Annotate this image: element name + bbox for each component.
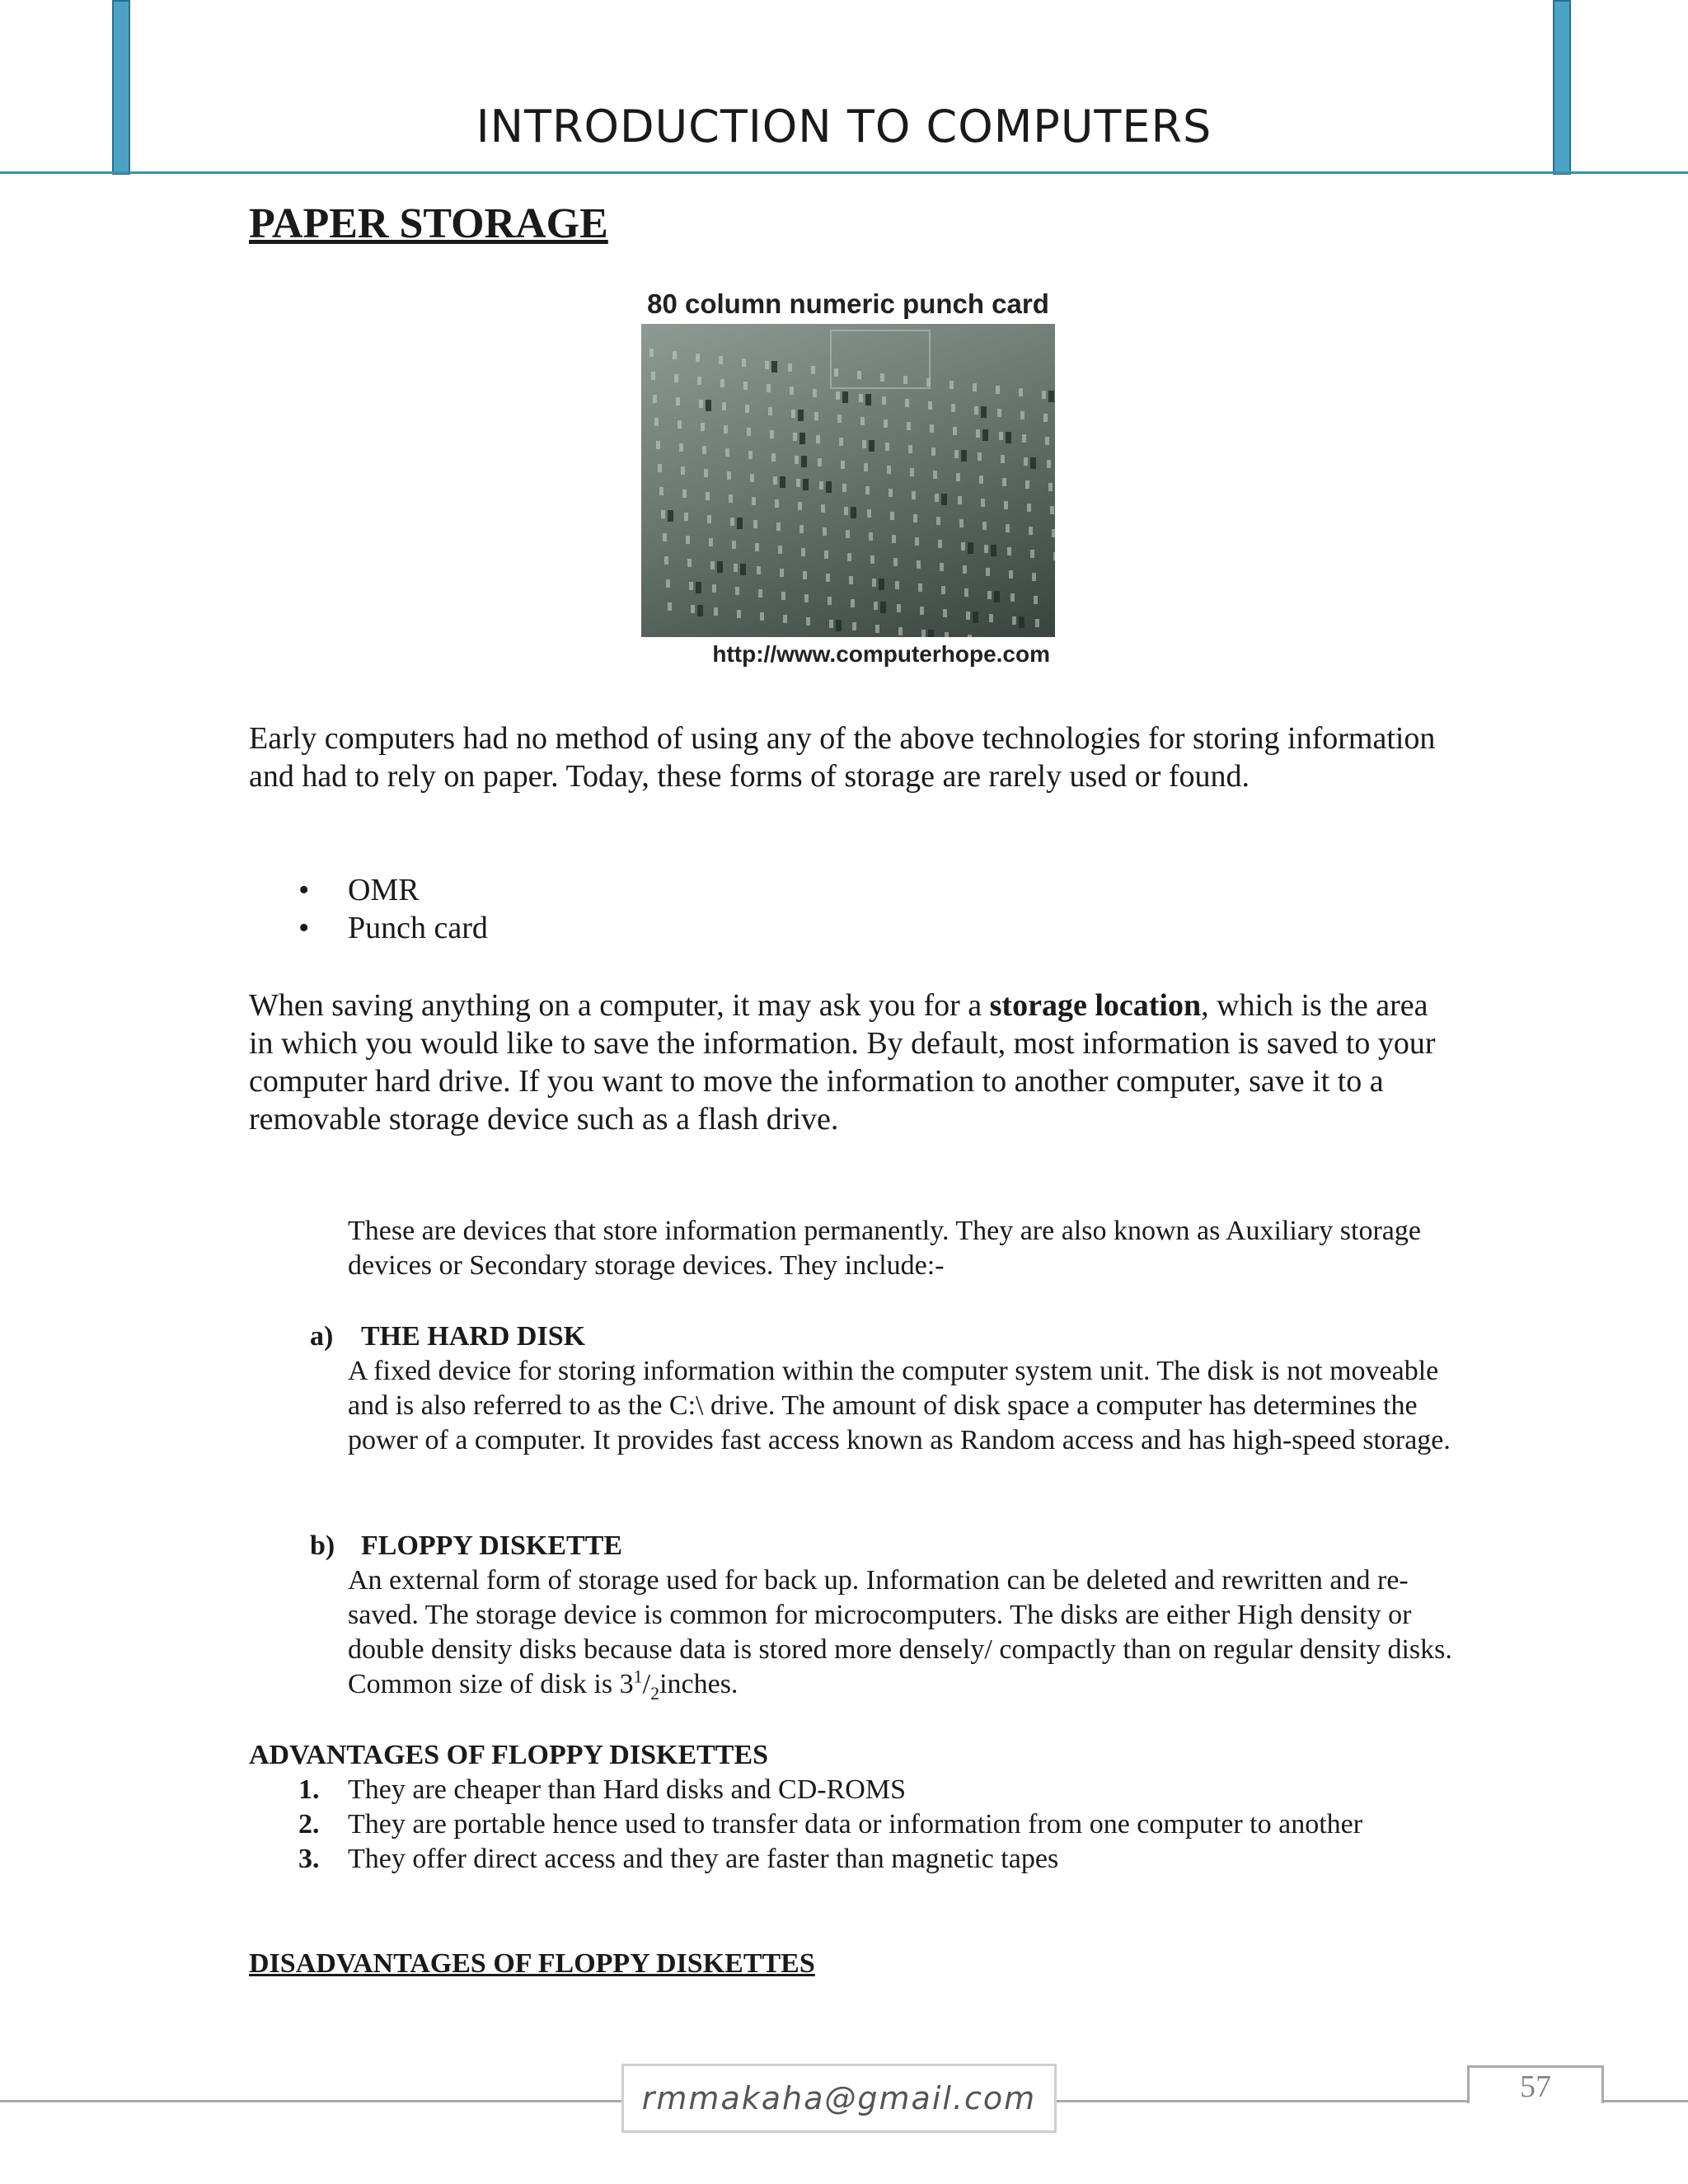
storage-bullet-list: [298, 871, 488, 947]
fraction-numerator: 1: [633, 1666, 643, 1687]
item-number: 2.: [298, 1809, 320, 1840]
header-rule: [0, 171, 1688, 174]
list-item: [298, 1842, 1469, 1877]
floppy-heading: [310, 1529, 622, 1563]
punch-card-illustration: [641, 324, 1055, 637]
page-header-title: INTRODUCTION TO COMPUTERS: [476, 101, 1212, 152]
item-number: 3.: [298, 1844, 320, 1874]
storage-location-term: storage location: [989, 988, 1202, 1023]
footer-rule-far-right: [1602, 2100, 1688, 2102]
floppy-text: An external form of storage used for back up. Information can be deleted and rewritten and re-saved. The storage device is common for microcomputers. The disks are either High density or double density disks because data is stored more densely/ compactly than on regular density disks. Common size of disk is 3: [348, 1565, 1452, 1699]
footer-rule-right: [1055, 2100, 1469, 2102]
para2-after: , which is the area in which you would like to save the information. By default, most information is saved to your computer hard drive. If you want to move the information to another computer, save it to a removable storage device such as a flash drive.: [249, 988, 1436, 1137]
floppy-title: FLOPPY DISKETTE: [361, 1530, 623, 1561]
advantages-list: [298, 1773, 1469, 1877]
disadvantages-title: DISADVANTAGES OF FLOPPY DISKETTES: [249, 1948, 815, 1979]
intro-paragraph: Early computers had no method of using any of the above technologies for storing information and had to rely on paper. Today, these forms of storage are rarely used or found.: [249, 721, 1436, 794]
punch-card-figure: [641, 284, 1055, 672]
list-item: [298, 1773, 1469, 1807]
page-number: 57: [1467, 2065, 1604, 2103]
figure-caption: 80 column numeric punch card: [647, 288, 1049, 319]
list-marker: a): [310, 1321, 334, 1352]
floppy-tail: inches.: [659, 1669, 738, 1699]
list-marker: b): [310, 1530, 335, 1561]
punch-card-image: [641, 324, 1055, 637]
storage-location-paragraph: [249, 987, 1452, 1138]
footer-email: rmmakaha@gmail.com: [621, 2064, 1057, 2133]
item-number: 1.: [298, 1774, 320, 1805]
fraction-denominator: 2: [650, 1682, 660, 1704]
item-text: They offer direct access and they are faster than magnetic tapes: [348, 1844, 1059, 1874]
secondary-storage-paragraph: These are devices that store information permanently. They are also known as Auxiliary storage devices or Secondary storage devices. They include:-: [348, 1216, 1421, 1281]
hard-disk-heading: [310, 1319, 585, 1354]
item-text: They are cheaper than Hard disks and CD-ROMS: [348, 1774, 906, 1805]
advantages-title: ADVANTAGES OF FLOPPY DISKETTES: [249, 1740, 769, 1770]
list-item: [298, 1807, 1469, 1842]
footer-rule-left: [0, 2100, 623, 2102]
fraction-slash: /: [642, 1669, 651, 1699]
floppy-description: [348, 1563, 1477, 1702]
section-title: PAPER STORAGE: [249, 200, 608, 247]
hard-disk-description: A fixed device for storing information within the computer system unit. The disk is not moveable and is also referred to as the C:\ drive. The amount of disk space a computer has determines the power of a computer. It provides fast access known as Random access and has high-speed storage.: [348, 1356, 1451, 1455]
item-text: They are portable hence used to transfer data or information from one computer to another: [348, 1809, 1363, 1840]
para2-before: When saving anything on a computer, it may ask you for a: [249, 988, 990, 1023]
bullet-item: • OMR: [298, 871, 488, 909]
hard-disk-title: THE HARD DISK: [361, 1321, 586, 1352]
bullet-item: • Punch card: [298, 909, 488, 947]
section-heading-container: [249, 198, 1452, 251]
figure-source: http://www.computerhope.com: [712, 641, 1050, 667]
